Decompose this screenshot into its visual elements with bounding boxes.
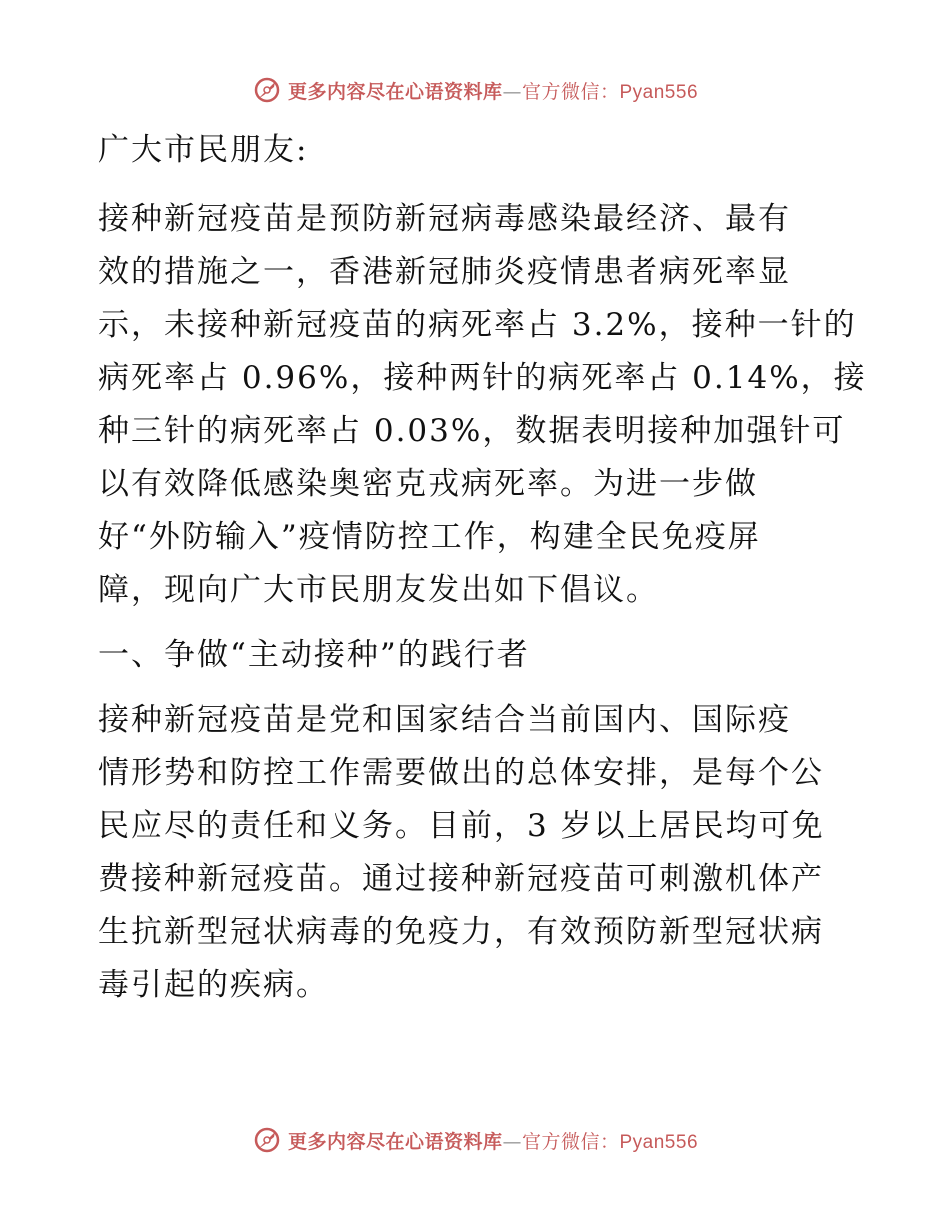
quill-circle-logo-icon	[252, 1125, 282, 1155]
watermark-site-text: 更多内容尽在心语资料库	[287, 80, 503, 103]
paragraph-line: 种三针的病死率占 0.03%，数据表明接种加强针可	[98, 413, 846, 449]
watermark-banner-top	[0, 70, 950, 110]
paragraph-line: 障，现向广大市民朋友发出如下倡议。	[98, 572, 659, 608]
paragraph-line: 生抗新型冠状病毒的免疫力，有效预防新型冠状病	[98, 914, 824, 950]
paragraph-line: 效的措施之一，香港新冠肺炎疫情患者病死率显	[98, 254, 791, 290]
watermark-separator: —	[502, 80, 522, 103]
paragraph-line: 情形势和防控工作需要做出的总体安排，是每个公	[98, 755, 824, 791]
paragraph-line: 接种新冠疫苗是预防新冠病毒感染最经济、最有	[98, 201, 791, 237]
paragraph-line: 毒引起的疾病。	[98, 967, 329, 1003]
watermark-wechat-label: 官方微信：	[521, 1130, 620, 1153]
paragraph-2	[98, 694, 858, 1012]
watermark-separator: —	[502, 1130, 522, 1153]
paragraph-line: 病死率占 0.96%，接种两针的病死率占 0.14%，接	[98, 360, 867, 396]
watermark-text	[288, 77, 698, 104]
watermark-site-text: 更多内容尽在心语资料库	[287, 1130, 503, 1153]
paragraph-line: 示，未接种新冠疫苗的病死率占 3.2%，接种一针的	[98, 307, 857, 343]
paragraph-line: 好“外防输入”疫情防控工作，构建全民免疫屏	[98, 519, 761, 555]
watermark-banner-bottom	[0, 1120, 950, 1160]
watermark-text	[288, 1127, 698, 1154]
paragraph-line: 接种新冠疫苗是党和国家结合当前国内、国际疫	[98, 702, 791, 738]
paragraph-line: 民应尽的责任和义务。目前，3 岁以上居民均可免	[98, 808, 825, 844]
paragraph-line: 以有效降低感染奥密克戎病死率。为进一步做	[98, 466, 758, 502]
watermark-wechat-id: Pyan556	[619, 81, 699, 103]
paragraph-1	[98, 193, 867, 617]
document-body	[98, 124, 867, 1012]
paragraph-line: 费接种新冠疫苗。通过接种新冠疫苗可刺激机体产	[98, 861, 824, 897]
salutation: 广大市民朋友:	[98, 132, 309, 168]
section-heading: 一、争做“主动接种”的践行者	[98, 637, 530, 673]
watermark-wechat-label: 官方微信：	[521, 80, 620, 103]
watermark-wechat-id: Pyan556	[619, 1131, 699, 1153]
quill-circle-logo-icon	[252, 75, 282, 105]
